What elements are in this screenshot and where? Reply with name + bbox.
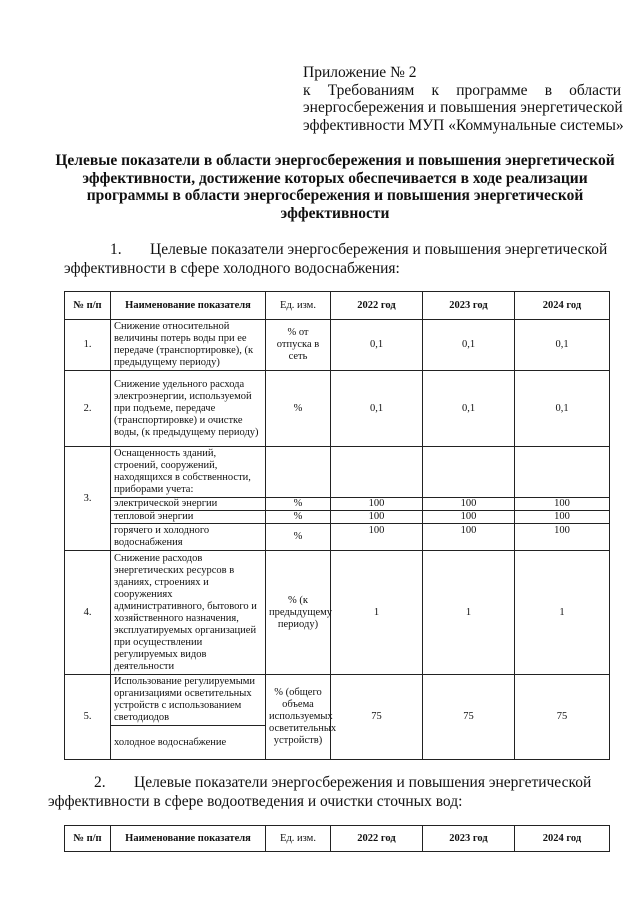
subrow-unit: %	[266, 511, 331, 524]
row-num: 1.	[65, 320, 111, 371]
row-num: 5.	[65, 675, 111, 760]
subrow-unit: %	[266, 498, 331, 511]
subrow-2024: 100	[515, 498, 610, 511]
subrow-2023: 100	[423, 511, 515, 524]
header-2024: 2024 год	[515, 292, 610, 320]
header-num: № п/п	[65, 292, 111, 320]
row-name: Снижение относительной величины потерь воды при ее передаче (транспортировке), (к предыдущему периоду)	[111, 320, 266, 371]
subrow-2024: 100	[515, 511, 610, 524]
subrow-2022: 100	[331, 498, 423, 511]
row-num: 2.	[65, 371, 111, 447]
row-unit: % от отпуска в сеть	[266, 320, 331, 371]
row-2024: 0,1	[515, 371, 610, 447]
row-unit: % (к предыдущему периоду)	[266, 551, 331, 675]
row-2024: 1	[515, 551, 610, 675]
row-num: 4.	[65, 551, 111, 675]
document-title: Целевые показатели в области энергосбережения и повышения энергетической эффективности, достижение которых обеспечивается в ходе реализации программы в области энергосбережения и повышения энергетической эффективности	[55, 152, 615, 222]
appendix-line: к Требованиям к программе в области	[303, 81, 621, 99]
subrow-2022: 100	[331, 524, 423, 551]
row-unit: % (общего объема используемых осветительных устройств)	[266, 675, 331, 760]
subrow-name: холодное водоснабжение	[111, 726, 266, 760]
row-2024: 0,1	[515, 320, 610, 371]
subrow-2022: 100	[331, 511, 423, 524]
header-num: № п/п	[65, 826, 111, 852]
section-number: 1.	[110, 241, 122, 258]
table-subrow	[65, 511, 610, 524]
table-row	[65, 675, 610, 726]
header-2024: 2024 год	[515, 826, 610, 852]
appendix-line: эффективности МУП «Коммунальные системы»	[303, 116, 624, 134]
table-row	[65, 447, 610, 498]
appendix-block	[303, 64, 624, 134]
header-2022: 2022 год	[331, 826, 423, 852]
appendix-line: Приложение № 2	[303, 64, 417, 81]
table-subrow	[65, 498, 610, 511]
section-text: Целевые показатели энергосбережения и повышения энергетической эффективности в сфере холодного водоснабжения:	[64, 241, 608, 277]
empty-cell	[515, 447, 610, 498]
indicators-table-wastewater	[64, 825, 610, 852]
header-name: Наименование показателя	[111, 292, 266, 320]
row-2023: 0,1	[423, 371, 515, 447]
subrow-2023: 100	[423, 524, 515, 551]
header-name: Наименование показателя	[111, 826, 266, 852]
header-unit: Ед. изм.	[266, 292, 331, 320]
subrow-name: тепловой энергии	[111, 511, 266, 524]
empty-cell	[423, 447, 515, 498]
header-unit: Ед. изм.	[266, 826, 331, 852]
row-2023: 75	[423, 675, 515, 760]
row-2023: 1	[423, 551, 515, 675]
row-num: 3.	[65, 447, 111, 551]
subrow-2023: 100	[423, 498, 515, 511]
table-row	[65, 320, 610, 371]
row-name: Использование регулируемыми организациями осветительных устройств с использованием светодиодов	[111, 675, 266, 726]
section-2-heading	[48, 773, 628, 811]
empty-cell	[331, 447, 423, 498]
subrow-2024: 100	[515, 524, 610, 551]
table-row	[65, 551, 610, 675]
table-header-row	[65, 292, 610, 320]
row-name: Снижение расходов энергетических ресурсов в зданиях, строениях и сооружениях административного, бытового и хозяйственного назначения, эксплуатируемых организацией при осуществлении регулируемых видов деятельности	[111, 551, 266, 675]
row-name: Снижение удельного расхода электроэнергии, используемой при подъеме, передаче (транспортировке) и очистке воды, (к предыдущему периоду)	[111, 371, 266, 447]
indicators-table-cold-water	[64, 291, 610, 760]
table-subrow	[65, 524, 610, 551]
table-row	[65, 371, 610, 447]
row-name: Оснащенность зданий, строений, сооружений, находящихся в собственности, приборами учета:	[111, 447, 266, 498]
row-2022: 1	[331, 551, 423, 675]
subrow-name: электрической энергии	[111, 498, 266, 511]
appendix-line: энергосбережения и повышения энергетической	[303, 99, 623, 116]
header-2023: 2023 год	[423, 292, 515, 320]
empty-cell	[266, 447, 331, 498]
section-1-heading	[64, 240, 624, 278]
row-unit: %	[266, 371, 331, 447]
table-header-row	[65, 826, 610, 852]
header-2022: 2022 год	[331, 292, 423, 320]
row-2022: 0,1	[331, 371, 423, 447]
section-number: 2.	[94, 774, 106, 791]
row-2022: 75	[331, 675, 423, 760]
section-text: Целевые показатели энергосбережения и повышения энергетической эффективности в сфере водоотведения и очистки сточных вод:	[48, 774, 592, 810]
subrow-unit: %	[266, 524, 331, 551]
header-2023: 2023 год	[423, 826, 515, 852]
subrow-name: горячего и холодного водоснабжения	[111, 524, 266, 551]
row-2023: 0,1	[423, 320, 515, 371]
row-2024: 75	[515, 675, 610, 760]
row-2022: 0,1	[331, 320, 423, 371]
